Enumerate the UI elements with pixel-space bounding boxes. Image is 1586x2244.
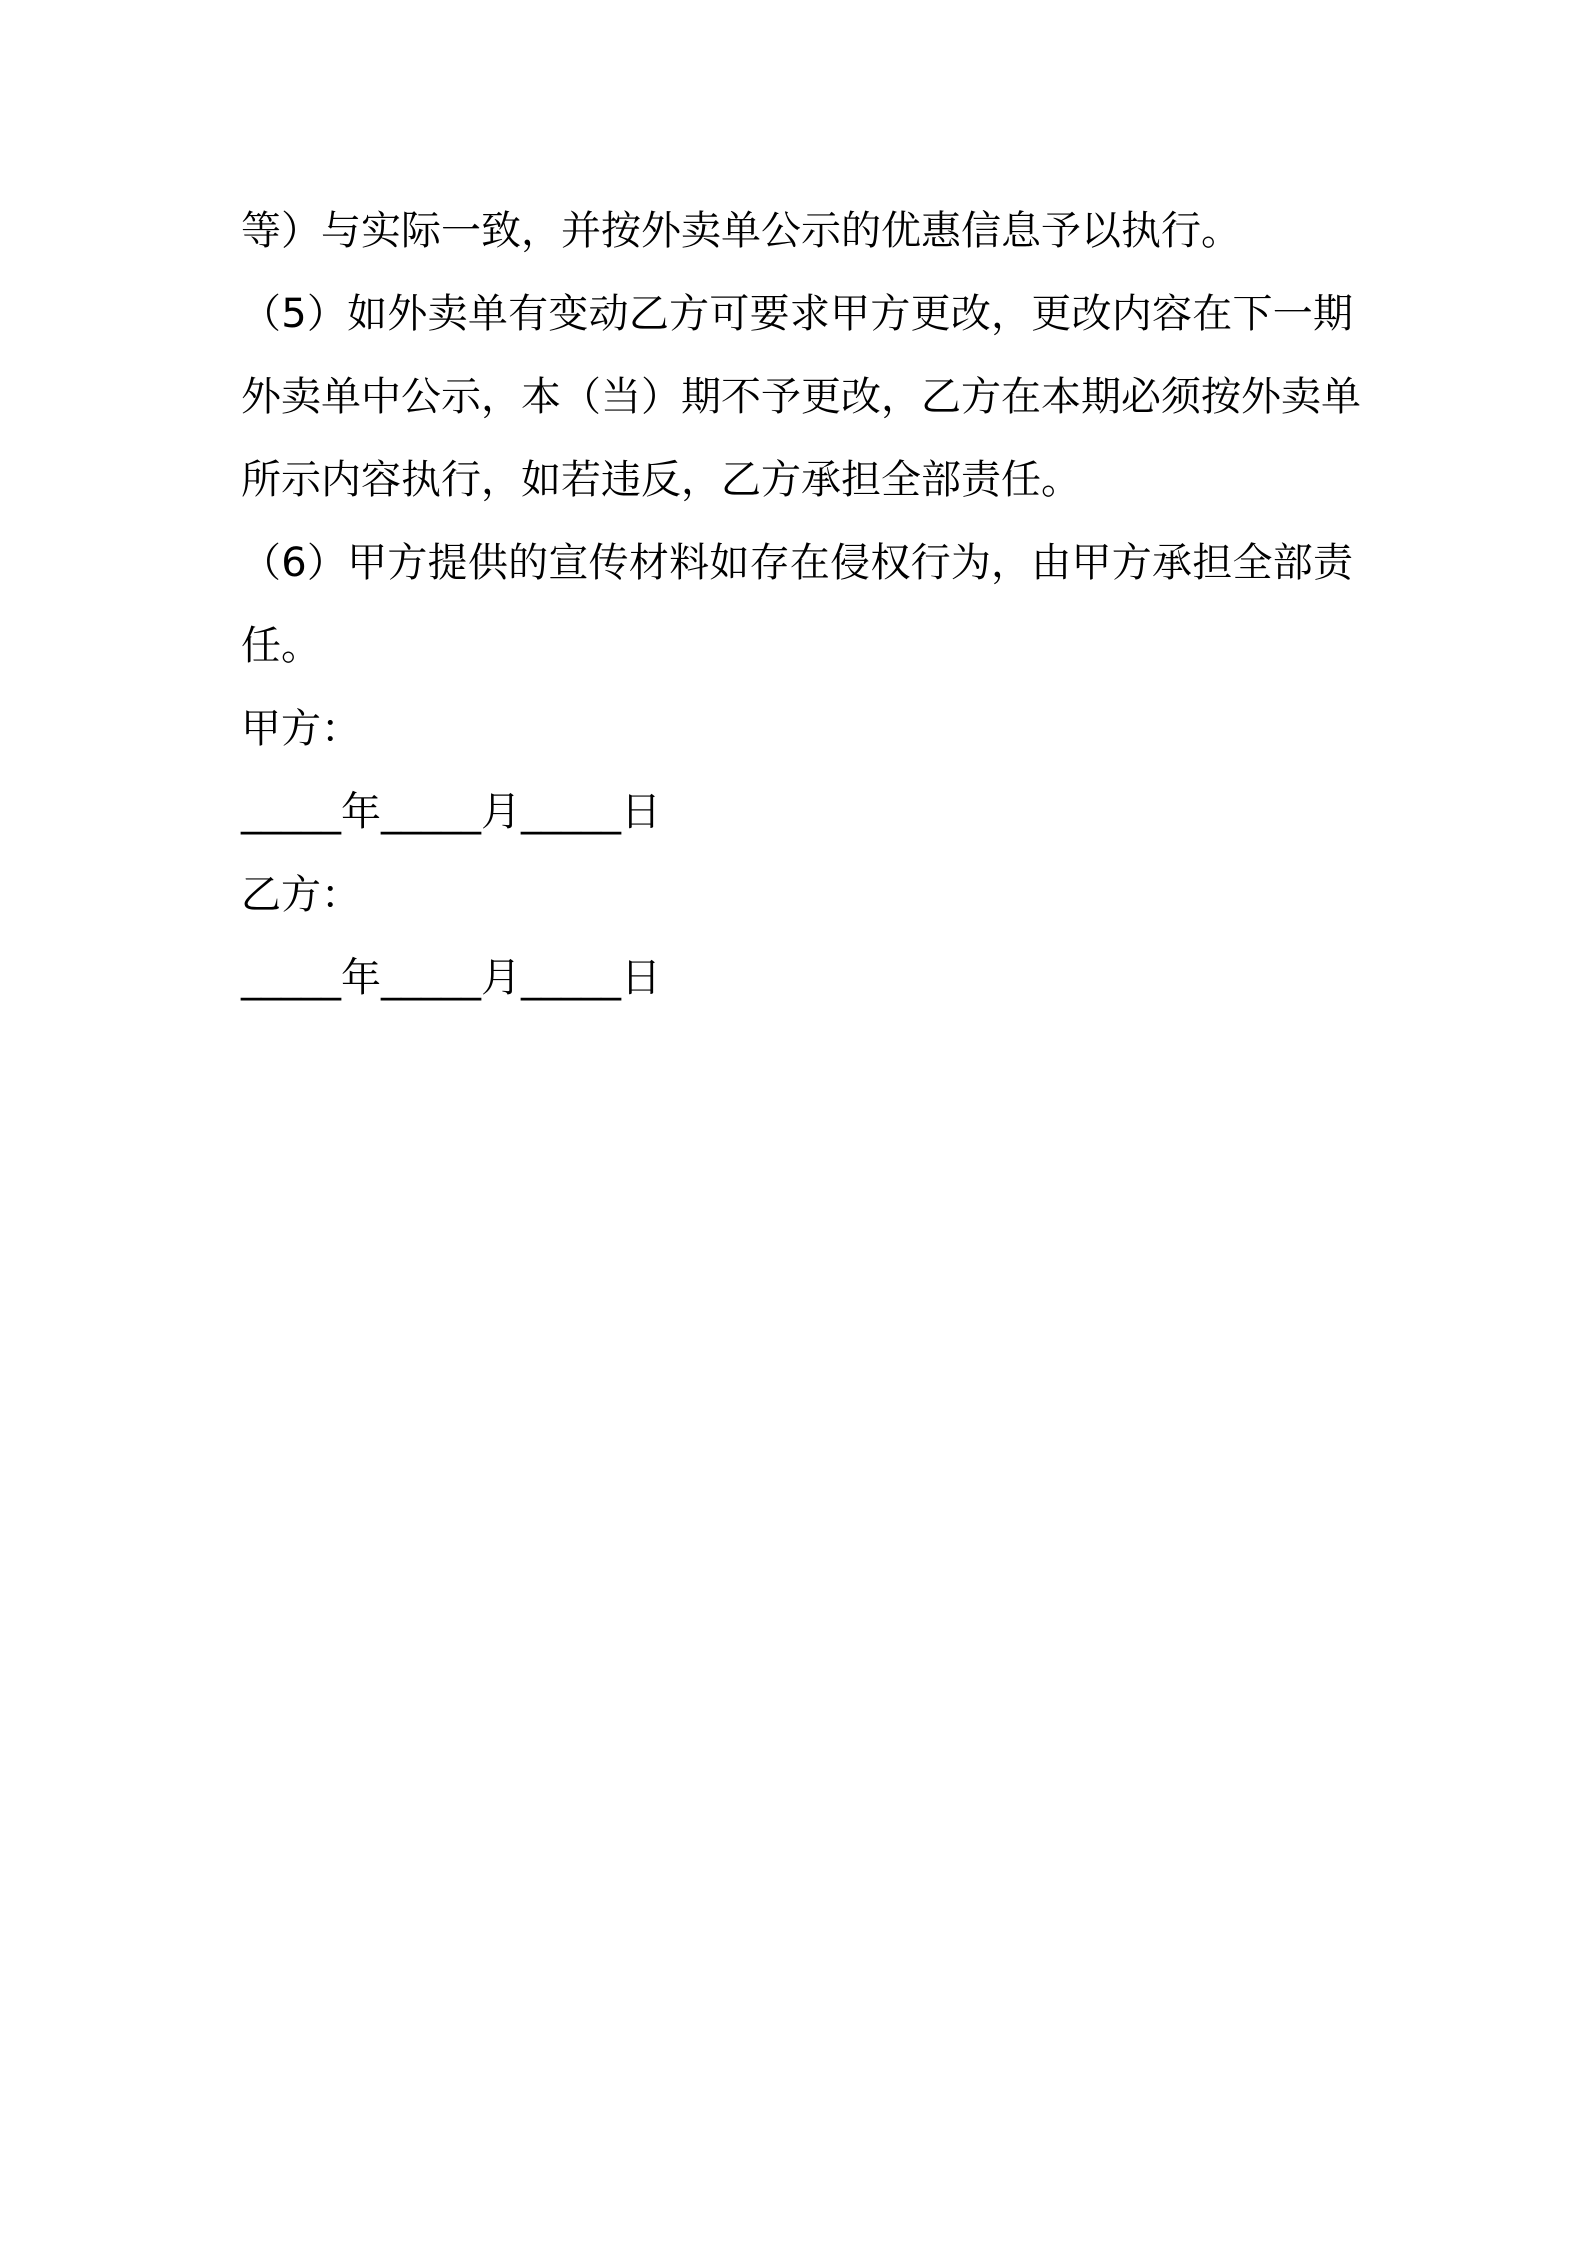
document-body [241, 190, 1361, 1020]
clause-6-line-1: （6）甲方提供的宣传材料如存在侵权行为，由甲方承担全部责 [241, 540, 1353, 586]
clause-5-line-2: 外卖单中公示，本（当）期不予更改，乙方在本期必须按外卖单 [241, 374, 1361, 420]
clause-5-line-1: （5）如外卖单有变动乙方可要求甲方更改，更改内容在下一期 [241, 291, 1353, 337]
party-b-label: 乙方： [241, 872, 361, 918]
clause-5-line-3: 所示内容执行，如若违反，乙方承担全部责任。 [241, 457, 1081, 503]
clause-4-continuation: 等）与实际一致，并按外卖单公示的优惠信息予以执行。 [241, 208, 1241, 254]
party-b-date: _____年_____月_____日 [241, 955, 661, 1001]
party-a-label: 甲方： [241, 706, 361, 752]
party-a-date: _____年_____月_____日 [241, 789, 661, 835]
clause-6-line-2: 任。 [241, 623, 321, 669]
